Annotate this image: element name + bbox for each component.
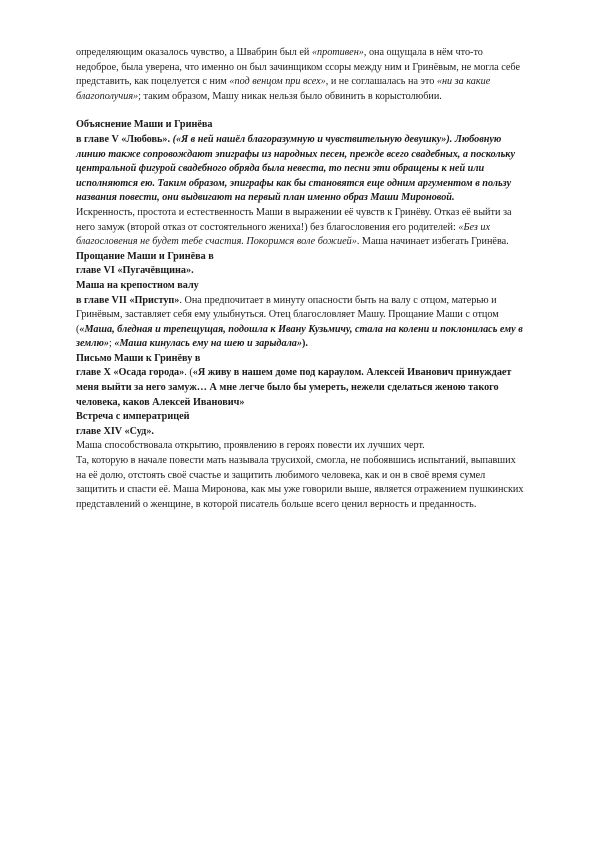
- paragraph-sincerity: Искренность, простота и естественность Маши в выражении её чувств к Гринёву. Отказ её выйти за него замуж (второй отказ от состоятельного жениха!) без благословения его родителей: «Без их благословения не будет тебе счастия. Покоримся воле божией». Маша начинает избегать Гринёва.: [76, 206, 512, 248]
- quote: («Я в ней нашёл благоразумную и чувствительную девушку»). Любовную линию также сопровождают эпиграфы из народных песен, прежде всего свадебных, а поскольку центральной фигурой свадебного обряда была невеста, то песни эти обращены к ней или исполняются ею. Таким образом, эпиграфы как бы становятся еще одним аргументом в пользу названия повести, они выдвигают на первый план именно образ Маши Мироновой.: [76, 133, 515, 204]
- quote: «Я живу в нашем доме под караулом. Алексей Иванович принуждает меня выйти за него замуж… А мне легче было бы умереть, нежели сделаться женою такого человека, каков Алексей Иванович»: [76, 367, 512, 408]
- quote: «ни за какие благополучия»: [76, 76, 491, 102]
- chapter-ref-farewell: главе VI «Пугачёвщина».: [76, 265, 194, 277]
- quote: «Маша кинулась ему на шею и зарыдала»: [114, 338, 302, 350]
- section-heading-letter: Письмо Маши к Гринёву в: [76, 352, 201, 364]
- section-heading-empress: Встреча с императрицей: [76, 411, 190, 423]
- chapter-ref: главе X «Осада города»: [76, 367, 185, 379]
- chapter-ref-empress: главе XIV «Суд».: [76, 425, 154, 437]
- section-heading-rampart: Маша на крепостном валу: [76, 279, 199, 291]
- section-heading-explanation: Объяснение Маши и Гринёва: [76, 119, 213, 131]
- quote: «противен»: [311, 47, 364, 58]
- quote: «под венцом при всех»: [229, 76, 326, 88]
- section-heading-farewell: Прощание Маши и Гринёва в: [76, 250, 214, 262]
- chapter-ref: в главе VII «Приступ»: [76, 294, 180, 306]
- quote: «Маша, бледная и трепещущая, подошла к Ивану Кузьмичу, стала на колени и поклонилась ему в землю»: [76, 323, 523, 350]
- section-rampart-body: в главе VII «Приступ». Она предпочитает в минуту опасности быть на валу с отцом, матерью и Гринёвым, заставляет себя ему улыбнуться. Отец благословляет Машу. Прощание Маши с отцом («Маша, бледная и трепещущая, подошла к Ивану Кузьмичу, стала на колени и поклонилась ему в землю»; «Маша кинулась ему на шею и зарыдала»).: [76, 294, 523, 350]
- chapter-ref: в главе V «Любовь».: [76, 133, 173, 145]
- spacer: [76, 104, 528, 118]
- section-letter-body: главе X «Осада города». («Я живу в нашем доме под караулом. Алексей Иванович принуждает меня выйти за него замуж… А мне легче было бы умереть, нежели сделаться женою такого человека, каков Алексей Иванович»: [76, 367, 512, 408]
- paragraph-conclusion-1: Маша способствовала открытию, проявлению в героях повести их лучших черт.: [76, 440, 425, 452]
- document-page: [76, 46, 528, 512]
- section-explanation-body: [76, 133, 528, 206]
- quote: «Без их благословения не будет тебе счастия. Покоримся воле божией»: [76, 221, 490, 248]
- paragraph-conclusion-2: Та, которую в начале повести мать называла трусихой, смогла, не побоявшись испытаний, выпавших на её долю, отстоять своё счастье и защитить любимого человека, как и он в своё время сумел защитить и спасти её. Маша Миронова, как мы уже говорили выше, является отражением пушкинских представлений о женщине, в которой писатель больше всего ценил верность и преданность.: [76, 455, 524, 510]
- paragraph-intro: определяющим оказалось чувство, а Швабрин был ей «противен», она ощущала в нём что-то недоброе, была уверена, что именно он был зачинщиком ссоры между ним и Гринёвым, не могла себе представить, как поцелуется с ним «под венцом при всех», и не соглашалась на это «ни за какие благополучия»; таким образом, Машу никак нельзя было обвинить в корыстолюбии.: [76, 47, 520, 102]
